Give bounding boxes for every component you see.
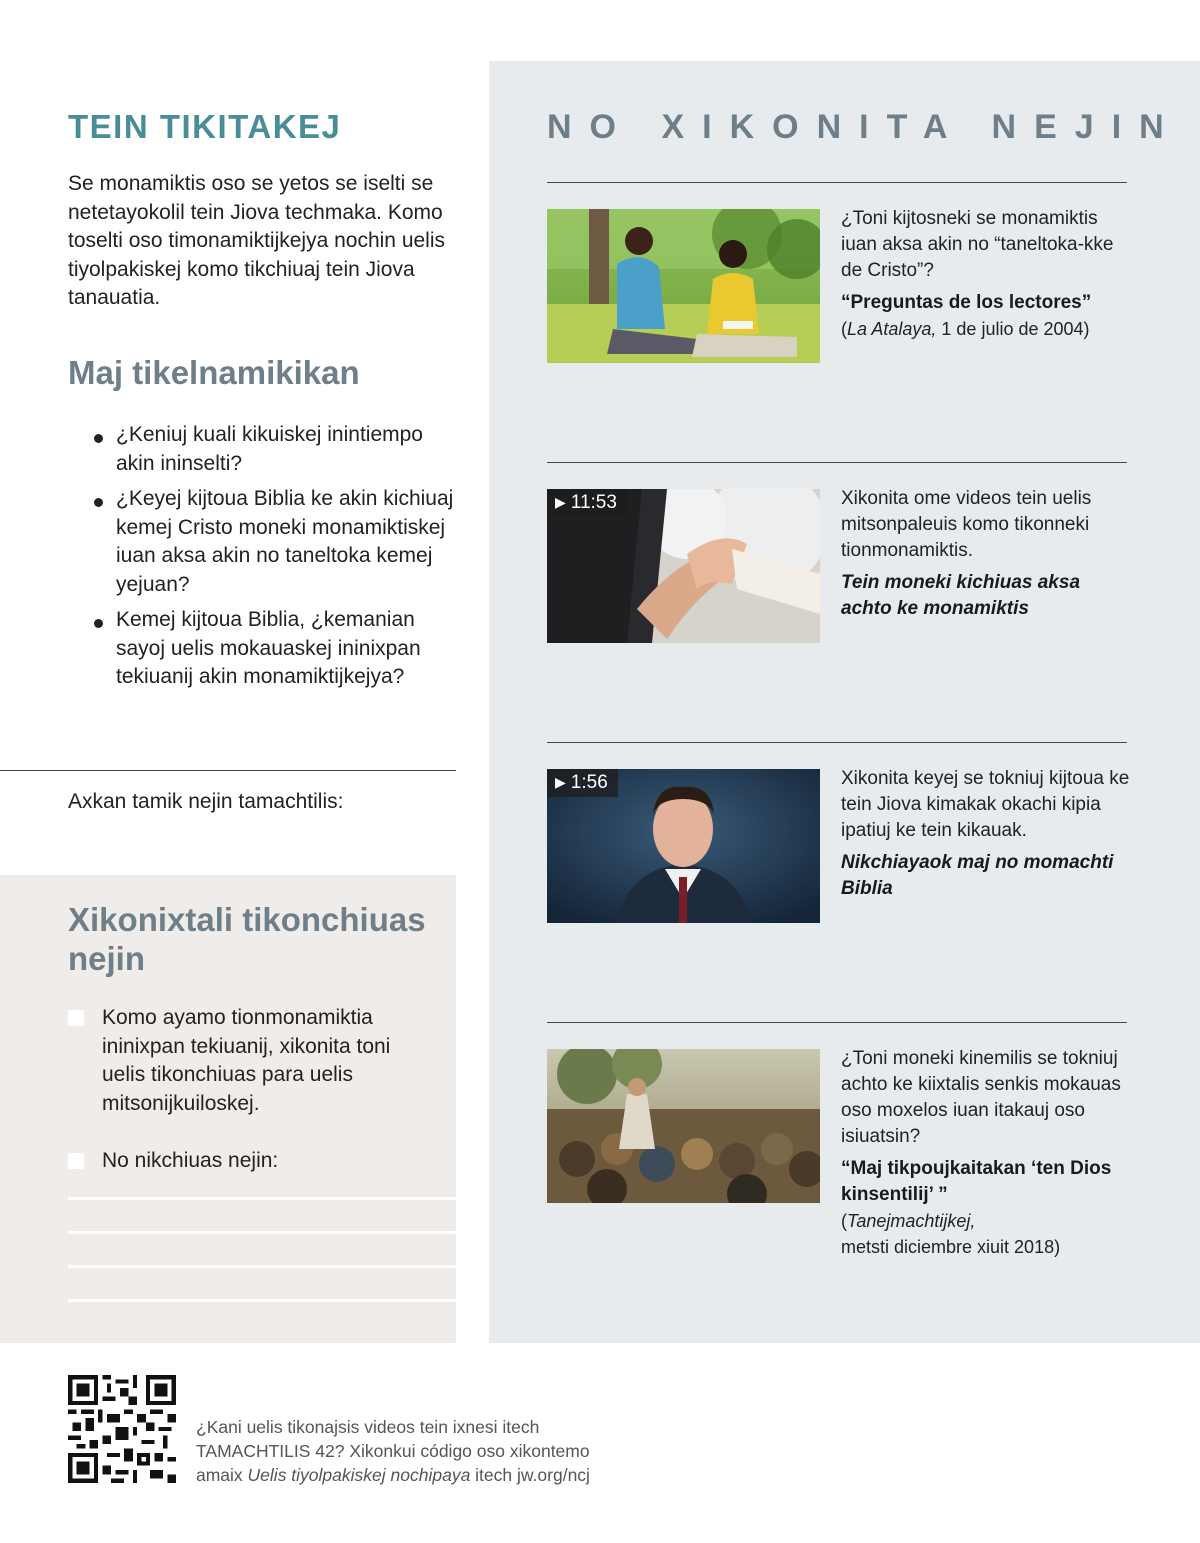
brochure-title: Uelis tiyolpakiskej nochipaya: [247, 1465, 471, 1485]
checkbox-icon[interactable]: [68, 1153, 84, 1169]
article-thumbnail-jesus-teaching[interactable]: [547, 1049, 820, 1203]
intro-paragraph: Se monamiktis oso se yetos se iselti se netetayokolil tein Jiova techmaka. Komo toselti oso timonamiktijkejya nochin uelis tiyolpakiskej komo tikchiuaj tein Jiova tanauatia.: [68, 172, 446, 309]
play-icon: ▶: [555, 774, 566, 790]
article-thumbnail-couple-outdoors[interactable]: [547, 209, 820, 363]
list-item: Xikonita keyej se tokniuj kijtoua ke tein Jiova kimakak okachi kipia ipatiuj ke tein kikauak. Nikchiayaok maj no momachti Biblia: [841, 766, 1131, 902]
bullet-icon: [94, 434, 103, 443]
write-line[interactable]: [68, 1197, 456, 1200]
list-item: ¿Keyej kijtoua Biblia ke akin kichiuaj kemej Cristo moneki monamiktiskej iuan aksa akin no taneltoka kemej yejuan?: [90, 485, 460, 599]
video-thumbnail-brother-portrait[interactable]: [547, 769, 820, 923]
play-icon: ▶: [555, 494, 566, 510]
goal-item-2: No nikchiuas nejin:: [68, 1147, 428, 1176]
review-questions: [90, 421, 460, 699]
video-link[interactable]: Nikchiayaok maj no momachti Biblia: [841, 852, 1114, 899]
divider: [547, 1022, 1127, 1023]
write-line[interactable]: [68, 1231, 456, 1234]
list-item: ¿Toni moneki kinemilis se tokniuj achto ke kiixtalis senkis mokauas oso moxelos iuan itakauj oso isiuatsin? “Maj tikpoujkaitakan ‘ten Dios kinsentilij’ ” (Tanejmachtijkej, metsti diciembre xiuit 2018): [841, 1046, 1131, 1260]
article-source: (Tanejmachtijkej, metsti diciembre xiuit 2018): [841, 1211, 1061, 1257]
article-source: (La Atalaya, 1 de julio de 2004): [841, 319, 1090, 339]
list-item: ¿Toni kijtosneki se monamiktis iuan aksa akin no “taneltoka-kke de Cristo”? “Preguntas de los lectores” (La Atalaya, 1 de julio de 2004): [841, 206, 1131, 342]
divider: [547, 742, 1127, 743]
list-item: ¿Keniuj kuali kikuiskej inintiempo akin ininselti?: [90, 421, 460, 478]
video-link[interactable]: Tein moneki kichiuas aksa achto ke monamiktis: [841, 572, 1081, 619]
footer-note: ¿Kani uelis tikonajsis videos tein ixnesi itech TAMACHTILIS 42? Xikonkui código oso xikontemo amaix Uelis tiyolpakiskej nochipaya itech jw.org/ncj: [196, 1417, 590, 1485]
qr-code[interactable]: [68, 1375, 176, 1483]
video-duration-badge: ▶ 1:56: [547, 769, 618, 797]
video-thumbnail-holding-hands[interactable]: [547, 489, 820, 643]
divider: [547, 182, 1127, 183]
website-link[interactable]: itech jw.org/ncj: [470, 1465, 590, 1485]
section-heading-what-we-learn: TEIN TIKITAKEJ: [68, 108, 342, 145]
goal-item-1: Komo ayamo tionmonamiktia ininixpan tekiuanij, xikonita toni uelis tikonchiuas para uelis mitsonijkuiloskej.: [68, 1004, 428, 1118]
review-heading: Maj tikelnamikikan: [68, 354, 360, 391]
write-line[interactable]: [68, 1299, 456, 1302]
bullet-icon: [94, 619, 103, 628]
explore-heading: NO XIKONITA NEJIN: [547, 108, 1182, 146]
list-item: Kemej kijtoua Biblia, ¿kemanian sayoj uelis mokauaskej ininixpan tekiuanij akin monamiktijkejya?: [90, 606, 460, 692]
checkbox-icon[interactable]: [68, 1010, 84, 1026]
article-link[interactable]: “Maj tikpoujkaitakan ‘ten Dios kinsentilij’ ”: [841, 1158, 1112, 1205]
bullet-icon: [94, 498, 103, 507]
goal-heading: Xikonixtali tikonchiuas nejin: [68, 901, 426, 977]
write-line[interactable]: [68, 1265, 456, 1268]
completed-label: Axkan tamik nejin tamachtilis:: [68, 790, 344, 813]
list-item: Xikonita ome videos tein uelis mitsonpaleuis komo tikonneki tionmonamiktis. Tein moneki kichiuas aksa achto ke monamiktis: [841, 486, 1131, 622]
article-link[interactable]: “Preguntas de los lectores”: [841, 292, 1092, 313]
divider: [547, 462, 1127, 463]
video-duration-badge: ▶ 11:53: [547, 489, 627, 517]
divider: [0, 770, 456, 771]
